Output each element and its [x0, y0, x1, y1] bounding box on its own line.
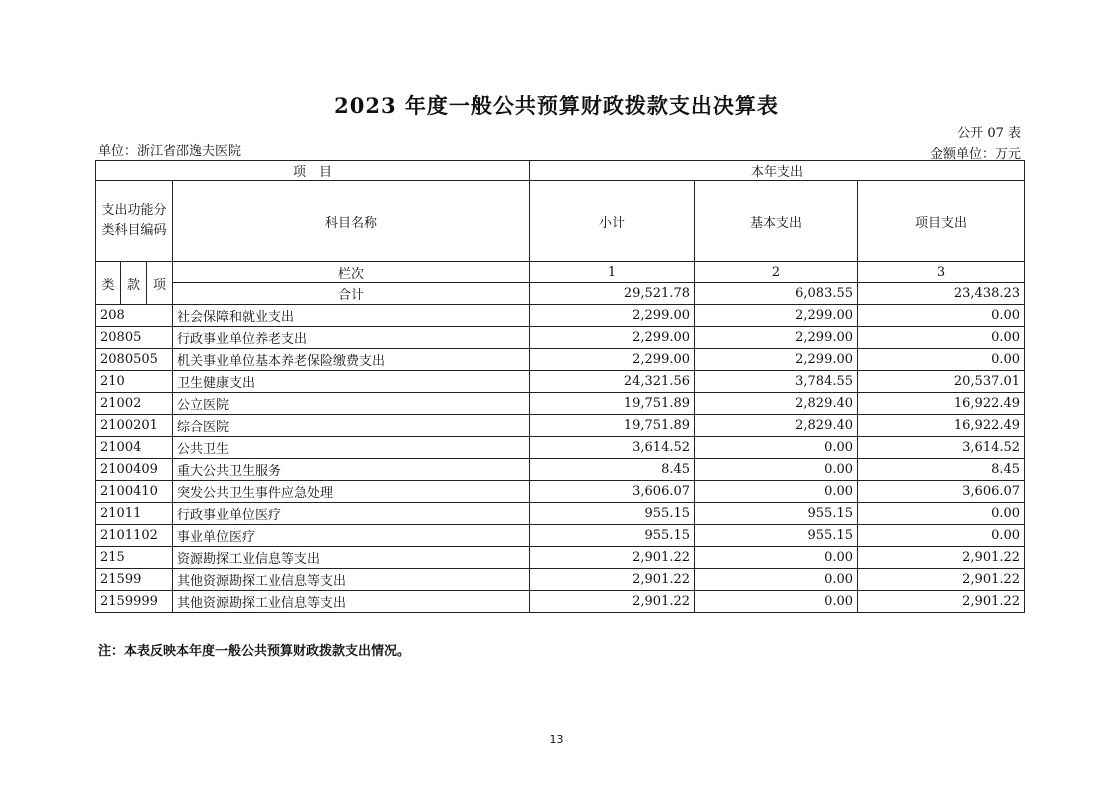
row-basic: 0.00 [695, 591, 858, 613]
row-name: 行政事业单位养老支出 [173, 327, 530, 349]
table-row [96, 459, 1025, 481]
table-row [96, 305, 1025, 327]
row-name: 机关事业单位基本养老保险缴费支出 [173, 349, 530, 371]
row-basic: 2,299.00 [695, 305, 858, 327]
row-project: 0.00 [858, 503, 1025, 525]
row-name: 公共卫生 [173, 437, 530, 459]
xiang-header: 项 [147, 262, 173, 305]
row-code: 21599 [96, 569, 173, 591]
row-code: 210 [96, 371, 173, 393]
row-name: 其他资源勘探工业信息等支出 [173, 591, 530, 613]
row-project: 16,922.49 [858, 415, 1025, 437]
row-basic: 3,784.55 [695, 371, 858, 393]
row-subtotal: 19,751.89 [530, 415, 695, 437]
item-header: 项 目 [96, 161, 530, 181]
total-label: 合计 [173, 283, 530, 305]
row-subtotal: 955.15 [530, 525, 695, 547]
row-basic: 0.00 [695, 569, 858, 591]
row-name: 事业单位医疗 [173, 525, 530, 547]
row-name: 突发公共卫生事件应急处理 [173, 481, 530, 503]
table-row [96, 591, 1025, 613]
row-subtotal: 955.15 [530, 503, 695, 525]
row-project: 0.00 [858, 349, 1025, 371]
page-title: 2023 年度一般公共预算财政拨款支出决算表 [334, 93, 779, 118]
row-subtotal: 3,614.52 [530, 437, 695, 459]
row-subtotal: 2,901.22 [530, 547, 695, 569]
row-subtotal: 2,901.22 [530, 591, 695, 613]
table-row [96, 503, 1025, 525]
row-subtotal: 2,299.00 [530, 349, 695, 371]
amount-unit: 金额单位：万元 [929, 147, 1021, 162]
subtotal-header: 小计 [530, 181, 695, 262]
table-row [96, 327, 1025, 349]
row-code: 2159999 [96, 591, 173, 613]
footnote: 注：本表反映本年度一般公共预算财政拨款支出情况。 [98, 644, 411, 659]
row-project: 0.00 [858, 305, 1025, 327]
table-row [96, 547, 1025, 569]
row-code: 21002 [96, 393, 173, 415]
row-project: 3,614.52 [858, 437, 1025, 459]
row-project: 8.45 [858, 459, 1025, 481]
row-code: 208 [96, 305, 173, 327]
row-project: 20,537.01 [858, 371, 1025, 393]
row-basic: 2,299.00 [695, 327, 858, 349]
row-code: 21011 [96, 503, 173, 525]
row-name: 重大公共卫生服务 [173, 459, 530, 481]
row-basic: 0.00 [695, 437, 858, 459]
row-project: 16,922.49 [858, 393, 1025, 415]
row-code: 2101102 [96, 525, 173, 547]
table-row [96, 569, 1025, 591]
col-3-number: 3 [858, 262, 1025, 283]
row-name: 综合医院 [173, 415, 530, 437]
row-basic: 0.00 [695, 481, 858, 503]
table-row [96, 415, 1025, 437]
table-row [96, 371, 1025, 393]
row-code: 2080505 [96, 349, 173, 371]
row-name: 社会保障和就业支出 [173, 305, 530, 327]
name-header: 科目名称 [173, 181, 530, 262]
page-number: 13 [549, 733, 564, 746]
row-subtotal: 2,299.00 [530, 305, 695, 327]
row-project: 3,606.07 [858, 481, 1025, 503]
total-project: 23,438.23 [858, 283, 1025, 305]
row-basic: 2,299.00 [695, 349, 858, 371]
kuan-header: 款 [121, 262, 147, 305]
row-code: 2100410 [96, 481, 173, 503]
header-row-2 [96, 181, 1025, 262]
table-row [96, 349, 1025, 371]
header-row-3 [96, 262, 1025, 283]
row-project: 0.00 [858, 525, 1025, 547]
row-subtotal: 2,299.00 [530, 327, 695, 349]
lanci-label: 栏次 [173, 262, 530, 283]
row-code: 20805 [96, 327, 173, 349]
row-basic: 955.15 [695, 525, 858, 547]
row-code: 2100409 [96, 459, 173, 481]
table-row [96, 437, 1025, 459]
row-code: 21004 [96, 437, 173, 459]
total-basic: 6,083.55 [695, 283, 858, 305]
func-code-header: 支出功能分类科目编码 [96, 181, 173, 262]
row-name: 其他资源勘探工业信息等支出 [173, 569, 530, 591]
project-header: 项目支出 [858, 181, 1025, 262]
row-name: 公立医院 [173, 393, 530, 415]
header-row-1 [96, 161, 1025, 181]
row-subtotal: 24,321.56 [530, 371, 695, 393]
reporting-unit: 单位：浙江省邵逸夫医院 [98, 144, 242, 159]
row-basic: 0.00 [695, 459, 858, 481]
col-1-number: 1 [530, 262, 695, 283]
table-row [96, 393, 1025, 415]
row-project: 2,901.22 [858, 569, 1025, 591]
row-subtotal: 19,751.89 [530, 393, 695, 415]
current-year-header: 本年支出 [530, 161, 1025, 181]
row-basic: 0.00 [695, 547, 858, 569]
row-project: 2,901.22 [858, 591, 1025, 613]
form-number: 公开 07 表 [957, 126, 1021, 141]
row-project: 2,901.22 [858, 547, 1025, 569]
row-code: 215 [96, 547, 173, 569]
row-subtotal: 8.45 [530, 459, 695, 481]
row-code: 2100201 [96, 415, 173, 437]
lei-header: 类 [96, 262, 121, 305]
col-2-number: 2 [695, 262, 858, 283]
row-basic: 2,829.40 [695, 393, 858, 415]
table-row [96, 525, 1025, 547]
row-basic: 2,829.40 [695, 415, 858, 437]
total-row [96, 283, 1025, 305]
row-name: 卫生健康支出 [173, 371, 530, 393]
row-name: 行政事业单位医疗 [173, 503, 530, 525]
basic-header: 基本支出 [695, 181, 858, 262]
total-subtotal: 29,521.78 [530, 283, 695, 305]
expenditure-table [95, 160, 1025, 613]
row-subtotal: 3,606.07 [530, 481, 695, 503]
row-subtotal: 2,901.22 [530, 569, 695, 591]
table-row [96, 481, 1025, 503]
row-project: 0.00 [858, 327, 1025, 349]
row-name: 资源勘探工业信息等支出 [173, 547, 530, 569]
row-basic: 955.15 [695, 503, 858, 525]
